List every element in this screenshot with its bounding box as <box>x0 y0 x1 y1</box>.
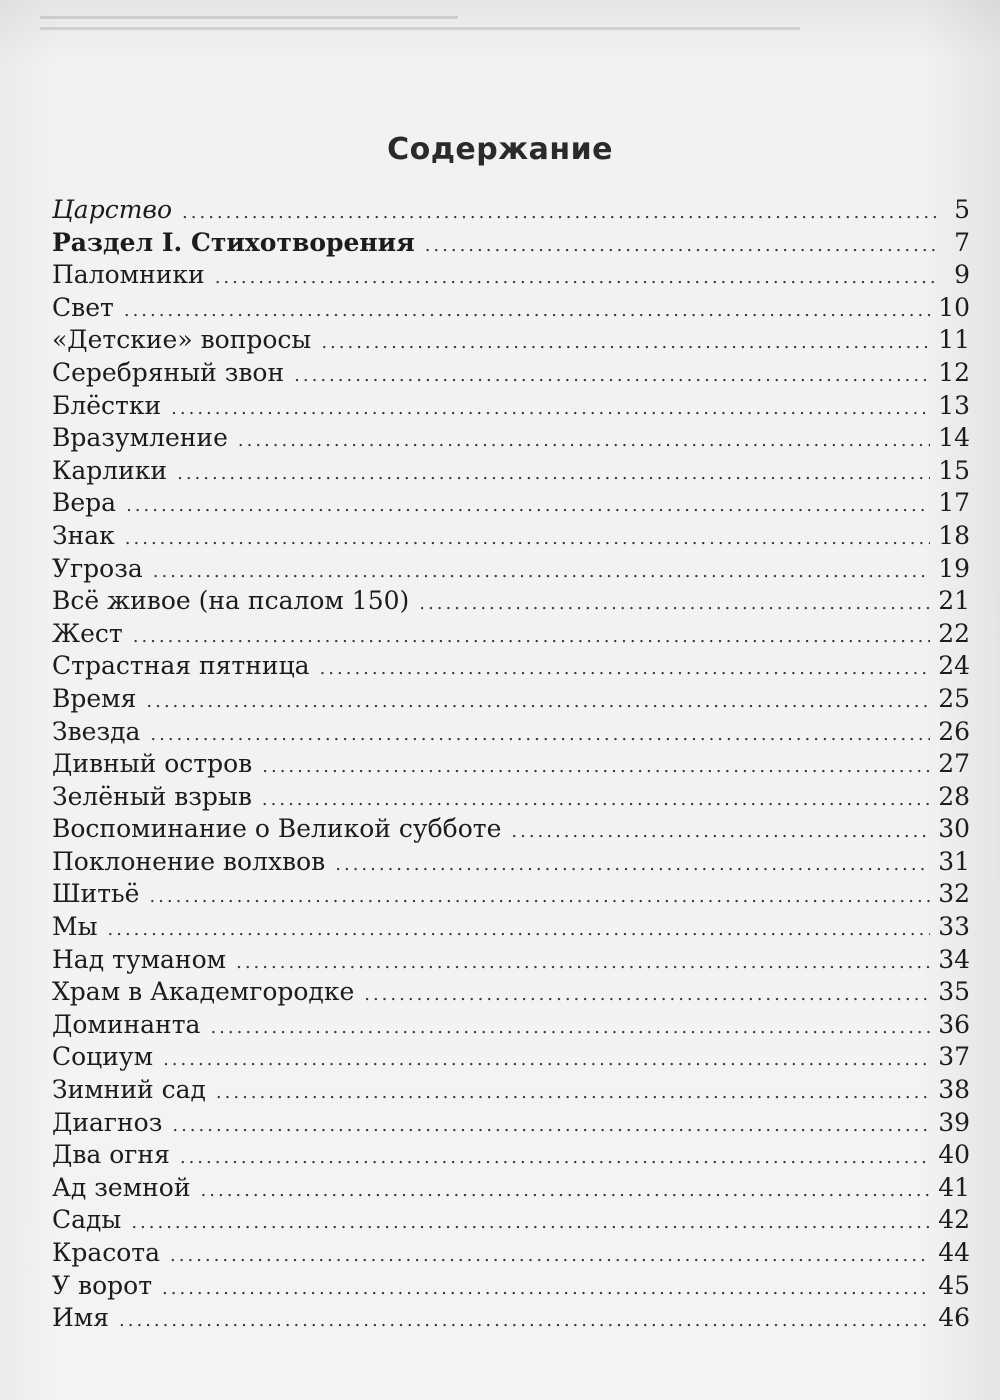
toc-entry-title: Карлики <box>52 455 168 485</box>
toc-entry <box>52 292 970 325</box>
toc-entry-page: 24 <box>938 651 970 681</box>
toc-entry-page: 41 <box>938 1172 970 1202</box>
toc-entry <box>52 976 970 1009</box>
toc-entry-page: 28 <box>938 781 970 811</box>
toc-entry-page: 19 <box>938 553 970 583</box>
toc-entry <box>52 1270 970 1303</box>
dot-leader <box>108 914 931 947</box>
toc-entry <box>52 813 970 846</box>
toc-entry-page: 13 <box>938 390 970 420</box>
toc-entry-page: 45 <box>938 1270 970 1300</box>
toc-entry-title: Воспоминание о Великой субботе <box>52 814 502 844</box>
toc-entry <box>52 1139 970 1172</box>
toc-entry <box>52 911 970 944</box>
toc-entry-title: Диагноз <box>52 1107 163 1137</box>
toc-entry-page: 17 <box>938 488 970 518</box>
toc-entry-page: 10 <box>938 292 970 322</box>
toc-entry <box>52 585 970 618</box>
toc-entry-page: 18 <box>938 520 970 550</box>
dot-leader <box>425 230 940 263</box>
dot-leader <box>150 719 930 752</box>
toc-entry-title: Раздел I. Стихотворения <box>52 227 415 257</box>
toc-entry-page: 36 <box>938 1009 970 1039</box>
toc-entry-title: Угроза <box>52 553 143 583</box>
toc-entry <box>52 487 970 520</box>
toc-entry-page: 27 <box>938 749 970 779</box>
toc-entry-title: Над туманом <box>52 944 227 974</box>
toc-entry-title: Страстная пятница <box>52 651 310 681</box>
toc-entry <box>52 1041 970 1074</box>
toc-entry <box>52 1302 970 1335</box>
toc-entry <box>52 1009 970 1042</box>
toc-entry <box>52 1237 970 1270</box>
toc-entry-title: Вера <box>52 488 117 518</box>
dot-leader <box>126 490 930 523</box>
dot-leader <box>236 947 930 980</box>
bleed-through-lines <box>40 8 800 48</box>
toc-entry-title: Имя <box>52 1303 110 1333</box>
toc-entry-title: У ворот <box>52 1270 153 1300</box>
dot-leader <box>215 262 940 295</box>
toc-entry <box>52 1107 970 1140</box>
toc-entry-page: 9 <box>954 260 970 290</box>
toc-entry <box>52 944 970 977</box>
toc-entry <box>52 227 970 260</box>
toc-entry-page: 44 <box>938 1238 970 1267</box>
toc-entry-title: Доминанта <box>52 1009 201 1039</box>
toc-entry-title: Звезда <box>52 716 141 746</box>
toc-entry <box>52 650 970 683</box>
toc-entry-title: Блёстки <box>52 390 162 420</box>
toc-entry-title: Жест <box>52 618 123 648</box>
toc-entry <box>52 259 970 292</box>
dot-leader <box>177 458 930 491</box>
dot-leader <box>146 686 930 719</box>
toc-entry-title: Шитьё <box>52 879 140 909</box>
dot-leader <box>182 197 940 230</box>
toc-entry-page: 31 <box>938 846 970 876</box>
page-title: Содержание <box>387 132 613 168</box>
toc-entry <box>52 390 970 423</box>
toc-entry-page: 35 <box>938 977 970 1007</box>
toc-entry <box>52 1172 970 1205</box>
toc-entry-title: Паломники <box>52 260 205 290</box>
toc-entry <box>52 357 970 390</box>
toc-entry-title: Сады <box>52 1205 122 1235</box>
dot-leader <box>511 816 930 849</box>
toc-entry-page: 25 <box>938 683 970 713</box>
toc-entry-title: Зелёный взрыв <box>52 781 252 811</box>
dot-leader <box>335 849 930 882</box>
toc-entry-page: 12 <box>938 357 970 387</box>
toc-entry-title: Свет <box>52 292 114 322</box>
dot-leader <box>364 979 930 1012</box>
dot-leader <box>133 621 930 654</box>
toc-entry <box>52 846 970 879</box>
toc-entry <box>52 324 970 357</box>
toc-entry-title: Два огня <box>52 1140 170 1170</box>
toc-entry-title: Социум <box>52 1042 154 1072</box>
toc-entry <box>52 683 970 716</box>
toc-entry-page: 39 <box>938 1107 970 1137</box>
toc-entry-page: 14 <box>938 423 970 453</box>
toc-entry <box>52 618 970 651</box>
dot-leader <box>238 425 930 458</box>
dot-leader <box>131 1207 930 1240</box>
toc-entry-title: Знак <box>52 520 115 550</box>
toc-entry-title: Красота <box>52 1238 161 1267</box>
toc-entry <box>52 553 970 586</box>
toc-entry-page: 22 <box>938 618 970 648</box>
toc-entry <box>52 716 970 749</box>
dot-leader <box>119 1305 930 1338</box>
toc-entry-page: 32 <box>938 879 970 909</box>
toc-entry-page: 15 <box>938 455 970 485</box>
toc-entry-title: Ад земной <box>52 1172 191 1202</box>
dot-leader <box>201 1175 931 1208</box>
toc-entry-title: Всё живое (на псалом 150) <box>52 586 410 616</box>
toc-entry-page: 33 <box>938 912 970 942</box>
toc-entry-page: 30 <box>938 814 970 844</box>
toc-entry-title: Вразумление <box>52 423 228 453</box>
dot-leader <box>125 523 930 556</box>
dot-leader <box>321 327 930 360</box>
toc-entry-title: «Детские» вопросы <box>52 325 312 355</box>
toc-entry <box>52 1074 970 1107</box>
toc-entry-page: 21 <box>938 586 970 616</box>
toc-entry-title: Зимний сад <box>52 1075 206 1105</box>
toc-entry <box>52 520 970 553</box>
dot-leader <box>180 1142 930 1175</box>
toc-entry-title: Время <box>52 683 137 713</box>
toc-entry-page: 7 <box>954 227 970 257</box>
dot-leader <box>419 588 930 621</box>
toc-entry <box>52 781 970 814</box>
dot-leader <box>170 1240 930 1273</box>
dot-leader <box>163 1044 930 1077</box>
toc-entry-page: 37 <box>938 1042 970 1072</box>
dot-leader <box>320 653 931 686</box>
toc-entry-title: Мы <box>52 912 98 942</box>
toc-entry-title: Дивный остров <box>52 749 253 779</box>
dot-leader <box>149 881 930 914</box>
toc-entry-title: Поклонение волхвов <box>52 846 326 876</box>
dot-leader <box>262 751 930 784</box>
dot-leader <box>216 1077 930 1110</box>
toc-entry-page: 11 <box>938 325 970 355</box>
toc-entry-title: Царство <box>52 195 173 224</box>
toc-entry <box>52 422 970 455</box>
dot-leader <box>210 1012 930 1045</box>
toc-entry-page: 26 <box>938 716 970 746</box>
dot-leader <box>172 1110 930 1143</box>
toc-entry-page: 34 <box>938 944 970 974</box>
toc-entry-title: Храм в Академгородке <box>52 977 355 1007</box>
toc-entry-page: 46 <box>938 1303 970 1333</box>
dot-leader <box>162 1273 930 1306</box>
toc-entry-page: 42 <box>938 1205 970 1235</box>
toc-entry-page: 5 <box>954 195 970 224</box>
toc-entry-page: 40 <box>938 1140 970 1170</box>
dot-leader <box>262 784 930 817</box>
toc-entry <box>52 878 970 911</box>
toc-entry-page: 38 <box>938 1075 970 1105</box>
toc-entry-title: Серебряный звон <box>52 357 285 387</box>
toc-entry <box>52 194 970 227</box>
dot-leader <box>294 360 930 393</box>
toc-entry <box>52 1204 970 1237</box>
toc-entry <box>52 748 970 781</box>
table-of-contents <box>52 194 970 1335</box>
dot-leader <box>171 393 930 426</box>
dot-leader <box>153 556 930 589</box>
dot-leader <box>124 295 930 328</box>
toc-entry <box>52 455 970 488</box>
